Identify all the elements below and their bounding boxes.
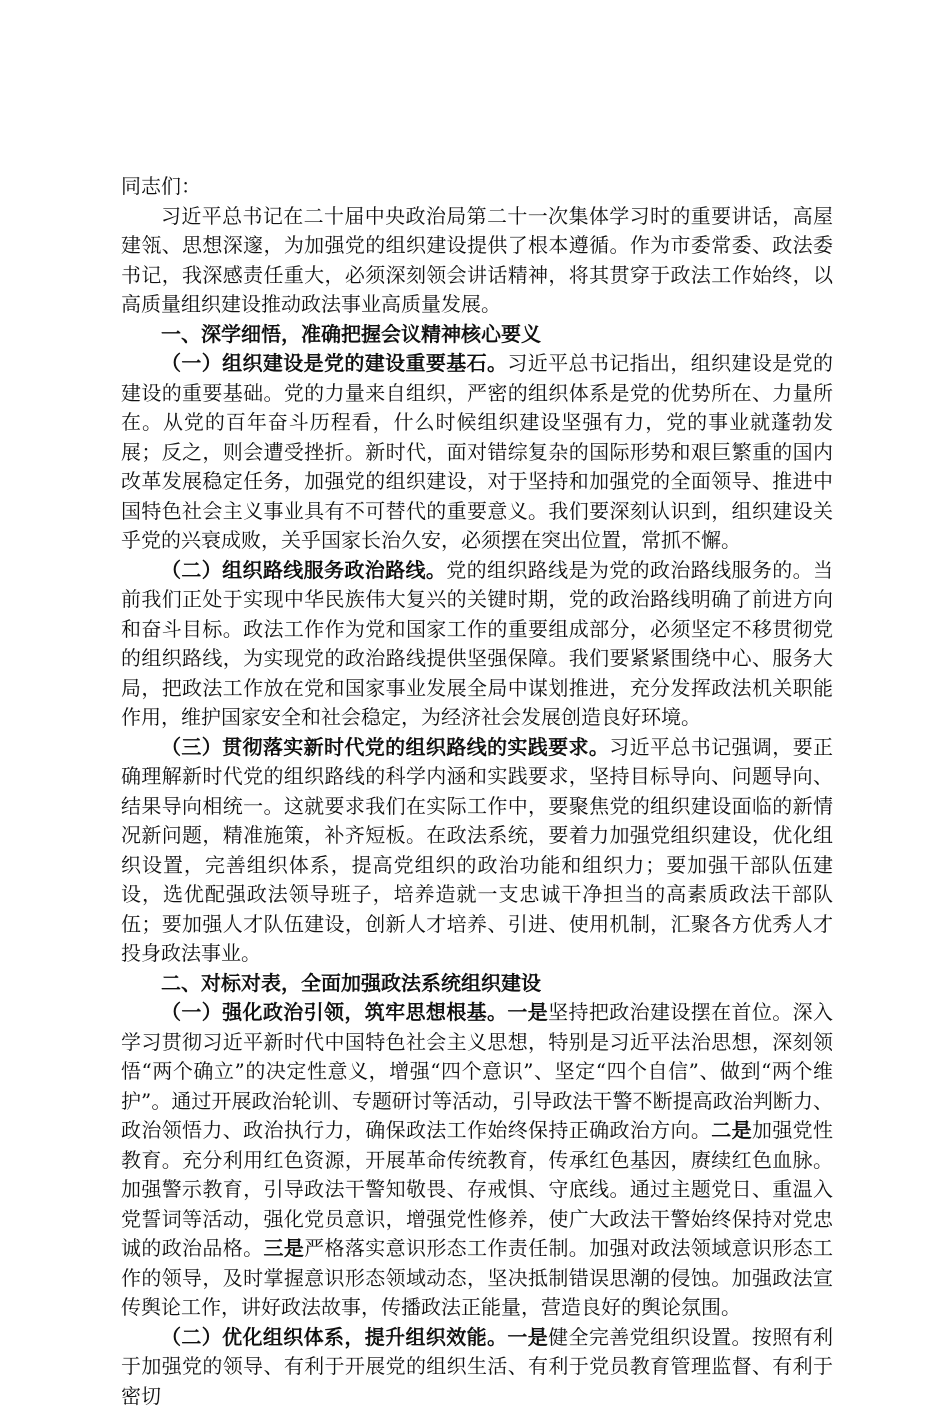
enum-marker: 二是 bbox=[711, 1118, 752, 1142]
paragraph-lead: （一）强化政治引领，筑牢思想根基。 bbox=[161, 1000, 507, 1024]
paragraph-text: 健全完善党组织设置。按照有利于加强党的领导、有利于开展党的组织生活、有利于党员教育管理监督、有利于密切 bbox=[121, 1325, 833, 1408]
paragraph-text: 习近平总书记强调，要正确理解新时代党的组织路线的科学内涵和实践要求，坚持目标导向、问题导向、结果导向相统一。这就要求我们在实际工作中，要聚焦党的组织建设面临的新情况新问题，精准施策，补齐短板。在政法系统，要着力加强党组织建设，优化组织设置，完善组织体系，提高党组织的政治功能和组织力；要加强干部队伍建设，选优配强政法领导班子，培养造就一支忠诚干净担当的高素质政法干部队伍；要加强人才队伍建设，创新人才培养、引进、使用机制，汇聚各方优秀人才投身政法事业。 bbox=[121, 735, 833, 966]
paragraph bbox=[121, 998, 833, 1323]
paragraph-lead: （二）优化组织体系，提升组织效能。 bbox=[161, 1325, 507, 1349]
enum-marker: 三是 bbox=[263, 1236, 304, 1260]
salutation: 同志们： bbox=[121, 172, 833, 202]
paragraph bbox=[121, 349, 833, 556]
paragraph-lead: （二）组织路线服务政治路线。 bbox=[161, 558, 446, 582]
paragraph bbox=[121, 1323, 833, 1411]
enum-marker: 一是 bbox=[507, 1325, 548, 1349]
section-heading-2: 二、对标对表，全面加强政法系统组织建设 bbox=[121, 969, 833, 999]
paragraph bbox=[121, 556, 833, 733]
paragraph-text: 加强党性教育。充分利用红色资源，开展革命传统教育，传承红色基因，赓续红色血脉。加强警示教育，引导政法干警知敬畏、存戒惧、守底线。通过主题党日、重温入党誓词等活动，强化党员意识，增强党性修养，使广大政法干警始终保持对党忠诚的政治品格。 bbox=[121, 1118, 833, 1260]
enum-marker: 一是 bbox=[507, 1000, 548, 1024]
paragraph-text: 严格落实意识形态工作责任制。加强对政法领域意识形态工作的领导，及时掌握意识形态领域动态，坚决抵制错误思潮的侵蚀。加强政法宣传舆论工作，讲好政法故事，传播政法正能量，营造良好的舆论氛围。 bbox=[121, 1236, 833, 1319]
intro-paragraph: 习近平总书记在二十届中央政治局第二十一次集体学习时的重要讲话，高屋建瓴、思想深邃，为加强党的组织建设提供了根本遵循。作为市委常委、政法委书记，我深感责任重大，必须深刻领会讲话精神，将其贯穿于政法工作始终，以高质量组织建设推动政法事业高质量发展。 bbox=[121, 202, 833, 320]
document-page bbox=[121, 172, 833, 1411]
paragraph-text: 坚持把政治建设摆在首位。深入学习贯彻习近平新时代中国特色社会主义思想，特别是习近平法治思想，深刻领悟“两个确立”的决定性意义，增强“四个意识”、坚定“四个自信”、做到“两个维护”。通过开展政治轮训、专题研讨等活动，引导政法干警不断提高政治判断力、政治领悟力、政治执行力，确保政法工作始终保持正确政治方向。 bbox=[121, 1000, 833, 1142]
paragraph-text: 党的组织路线是为党的政治路线服务的。当前我们正处于实现中华民族伟大复兴的关键时期，党的政治路线明确了前进方向和奋斗目标。政法工作作为党和国家工作的重要组成部分，必须坚定不移贯彻党的组织路线，为实现党的政治路线提供坚强保障。我们要紧紧围绕中心、服务大局，把政法工作放在党和国家事业发展全局中谋划推进，充分发挥政法机关职能作用，维护国家安全和社会稳定，为经济社会发展创造良好环境。 bbox=[121, 558, 833, 730]
paragraph-lead: （一）组织建设是党的建设重要基石。 bbox=[161, 351, 507, 375]
paragraph bbox=[121, 733, 833, 969]
paragraph-text: 习近平总书记指出，组织建设是党的建设的重要基础。党的力量来自组织，严密的组织体系是党的优势所在、力量所在。从党的百年奋斗历程看，什么时候组织建设坚强有力，党的事业就蓬勃发展；反之，则会遭受挫折。新时代，面对错综复杂的国际形势和艰巨繁重的国内改革发展稳定任务，加强党的组织建设，对于坚持和加强党的全面领导、推进中国特色社会主义事业具有不可替代的重要意义。我们要深刻认识到，组织建设关乎党的兴衰成败，关乎国家长治久安，必须摆在突出位置，常抓不懈。 bbox=[121, 351, 833, 552]
section-heading-1: 一、深学细悟，准确把握会议精神核心要义 bbox=[121, 320, 833, 350]
paragraph-lead: （三）贯彻落实新时代党的组织路线的实践要求。 bbox=[161, 735, 609, 759]
